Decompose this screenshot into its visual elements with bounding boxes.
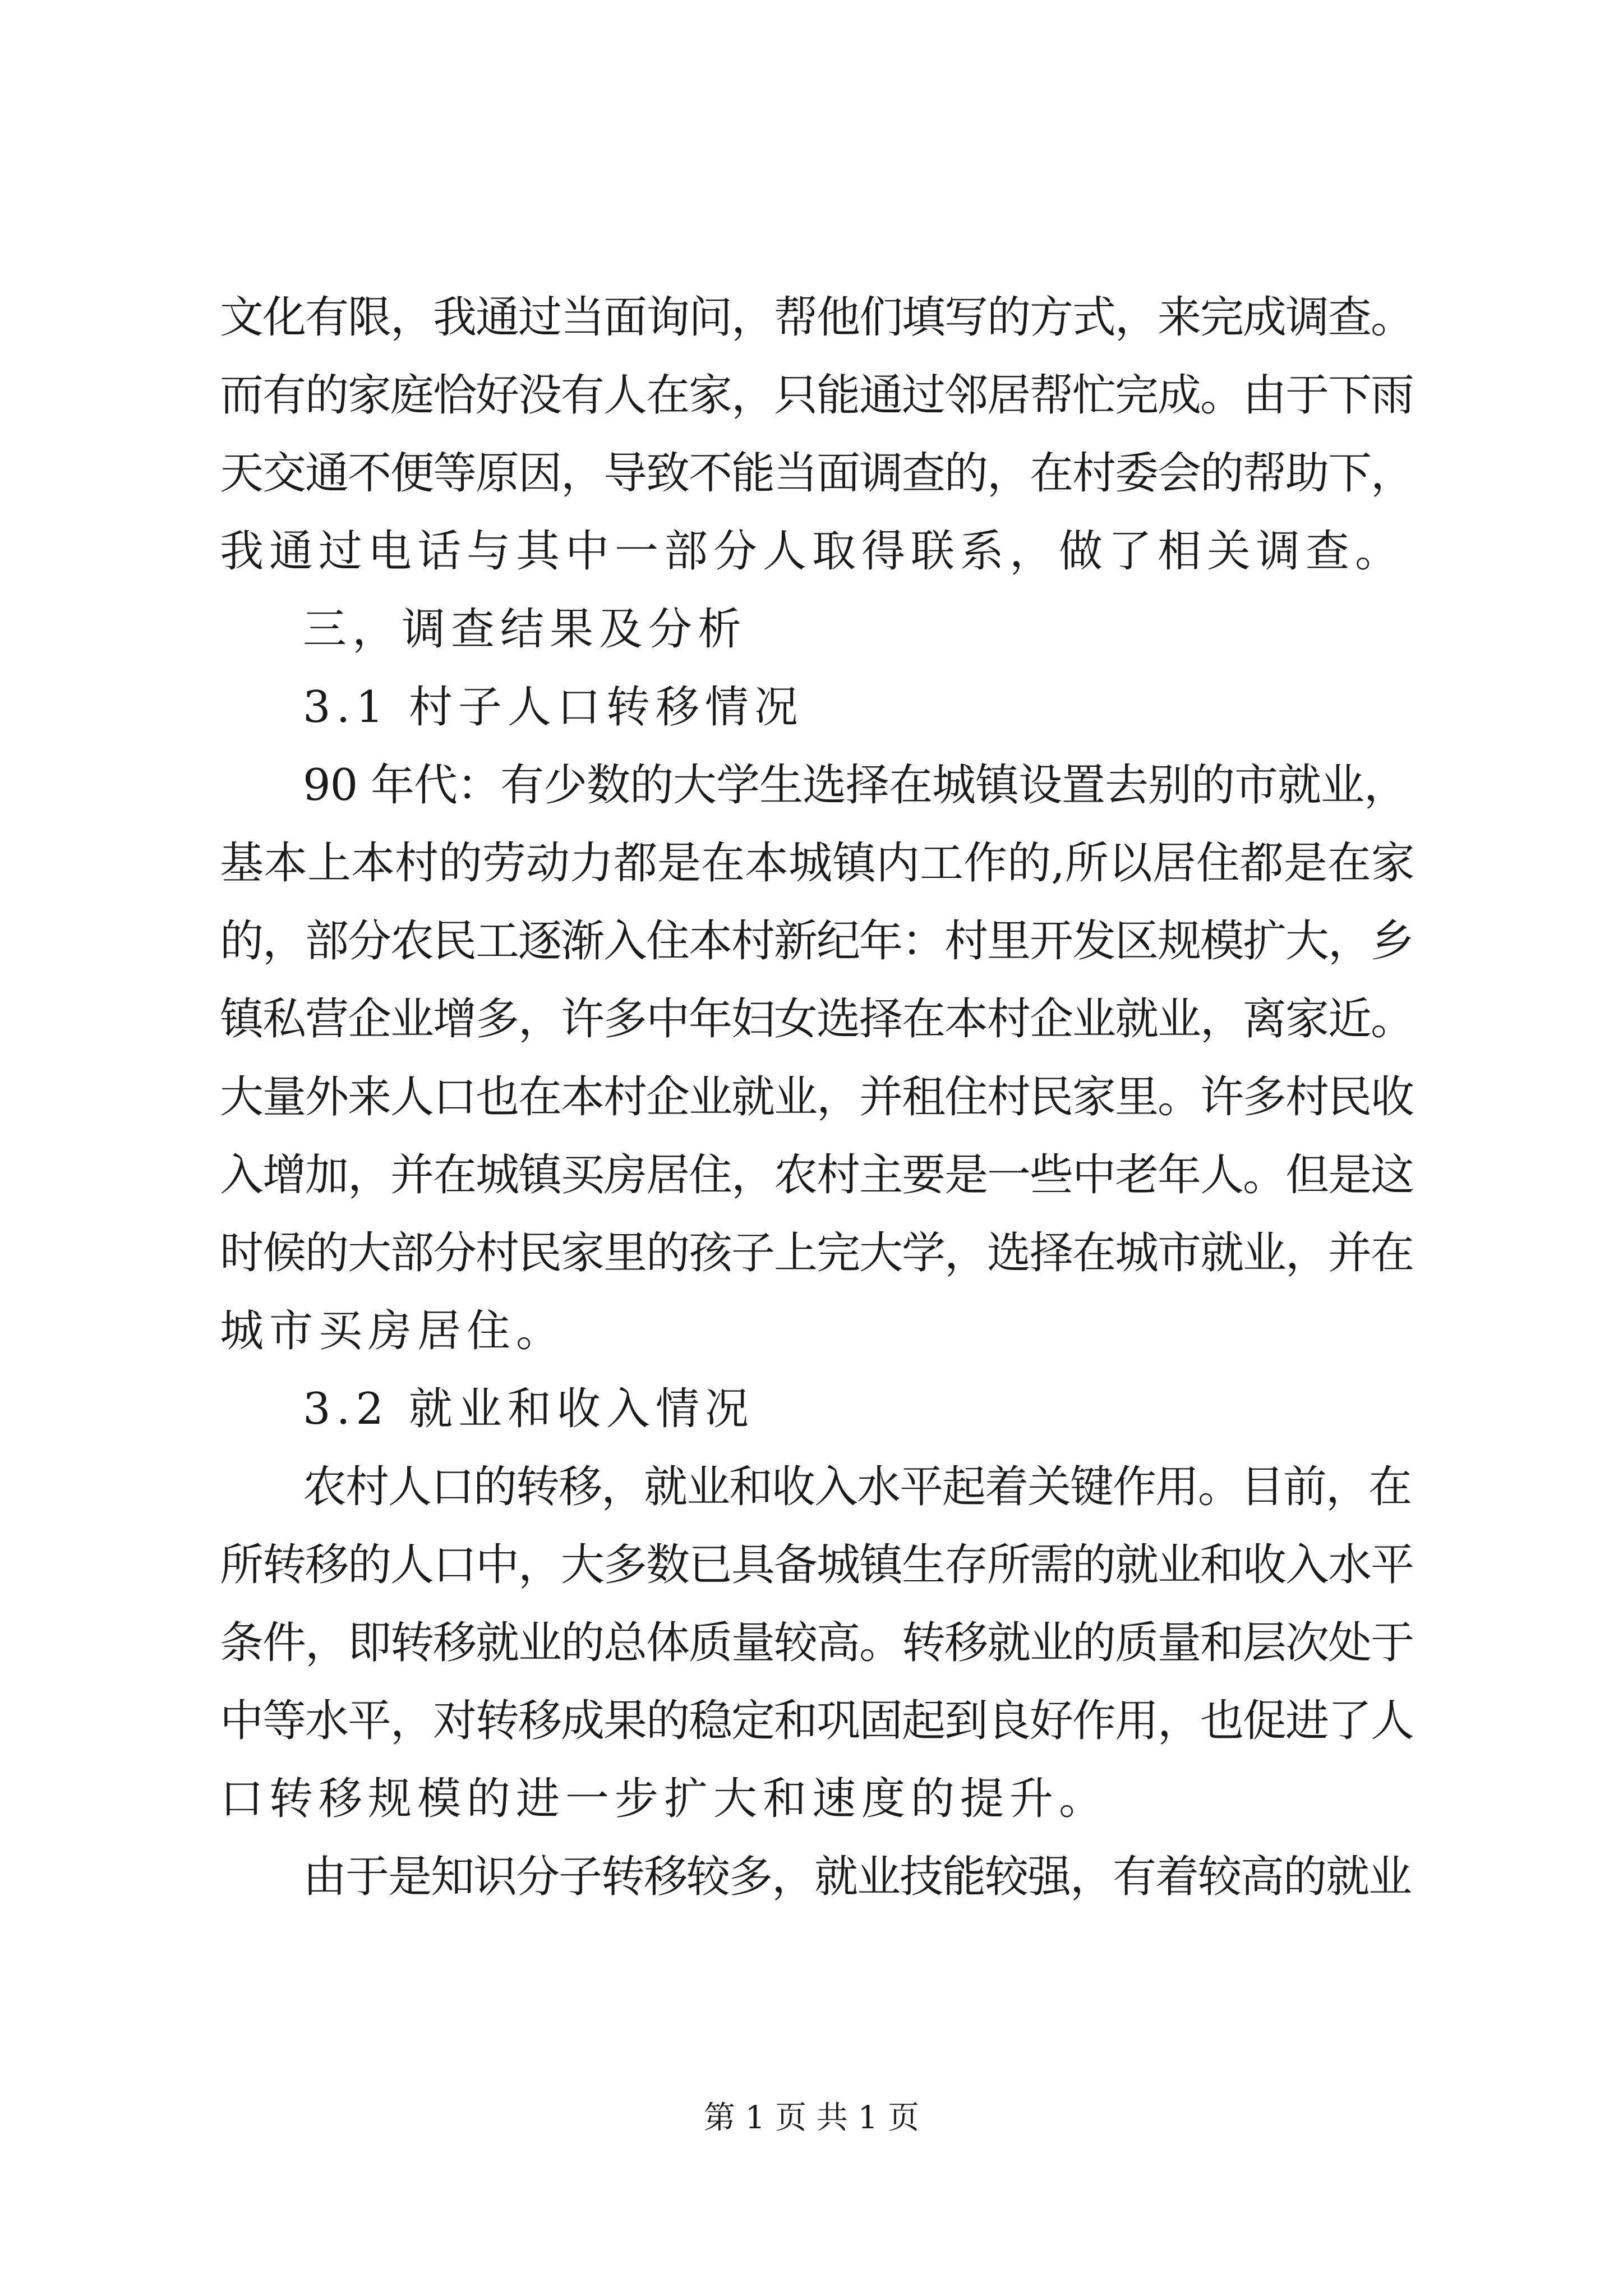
text-line: 天交通不便等原因，导致不能当面调查的，在村委会的帮助下， [220, 448, 1414, 499]
text-line: 我通过电话与其中一部分人取得联系，做了相关调查。 [220, 526, 1405, 577]
section-heading: 三，调查结果及分析 [303, 604, 748, 655]
subsection-heading: 3.1 村子人口转移情况 [303, 682, 804, 733]
text-line: 所转移的人口中，大多数已具备城镇生存所需的就业和收入水平 [220, 1540, 1414, 1590]
text-line: 文化有限，我通过当面询问，帮他们填写的方式，来完成调查。 [220, 292, 1414, 343]
text-line: 口转移规模的进一步扩大和速度的提升。 [220, 1774, 1109, 1824]
text-line: 的，部分农民工逐渐入住本村新纪年：村里开发区规模扩大，乡 [220, 916, 1414, 967]
text-line: 中等水平，对转移成果的稳定和巩固起到良好作用，也促进了人 [220, 1696, 1414, 1746]
text-line: 90 年代：有少数的大学生选择在城镇设置去别的市就业， [303, 760, 1408, 811]
text-line: 大量外来人口也在本村企业就业，并租住村民家里。许多村民收 [220, 1072, 1414, 1122]
text-line: 镇私营企业增多，许多中年妇女选择在本村企业就业，离家近。 [220, 994, 1414, 1045]
text-line: 而有的家庭恰好没有人在家，只能通过邻居帮忙完成。由于下雨 [220, 370, 1414, 421]
text-line: 城市买房居住。 [220, 1306, 566, 1356]
text-line: 条件，即转移就业的总体质量较高。转移就业的质量和层次处于 [220, 1618, 1414, 1668]
text-line: 时候的大部分村民家里的孩子上完大学，选择在城市就业，并在 [220, 1228, 1414, 1278]
text-line: 基本上本村的劳动力都是在本城镇内工作的,所以居住都是在家 [220, 838, 1415, 889]
text-line: 农村人口的转移，就业和收入水平起着关键作用。目前，在 [303, 1462, 1412, 1512]
page-footer: 第 1 页 共 1 页 [703, 2100, 920, 2136]
text-line: 入增加，并在城镇买房居住，农村主要是一些中老年人。但是这 [220, 1150, 1414, 1200]
text-line: 由于是知识分子转移较多，就业技能较强，有着较高的就业 [303, 1852, 1412, 1902]
subsection-heading: 3.2 就业和收入情况 [303, 1384, 754, 1434]
